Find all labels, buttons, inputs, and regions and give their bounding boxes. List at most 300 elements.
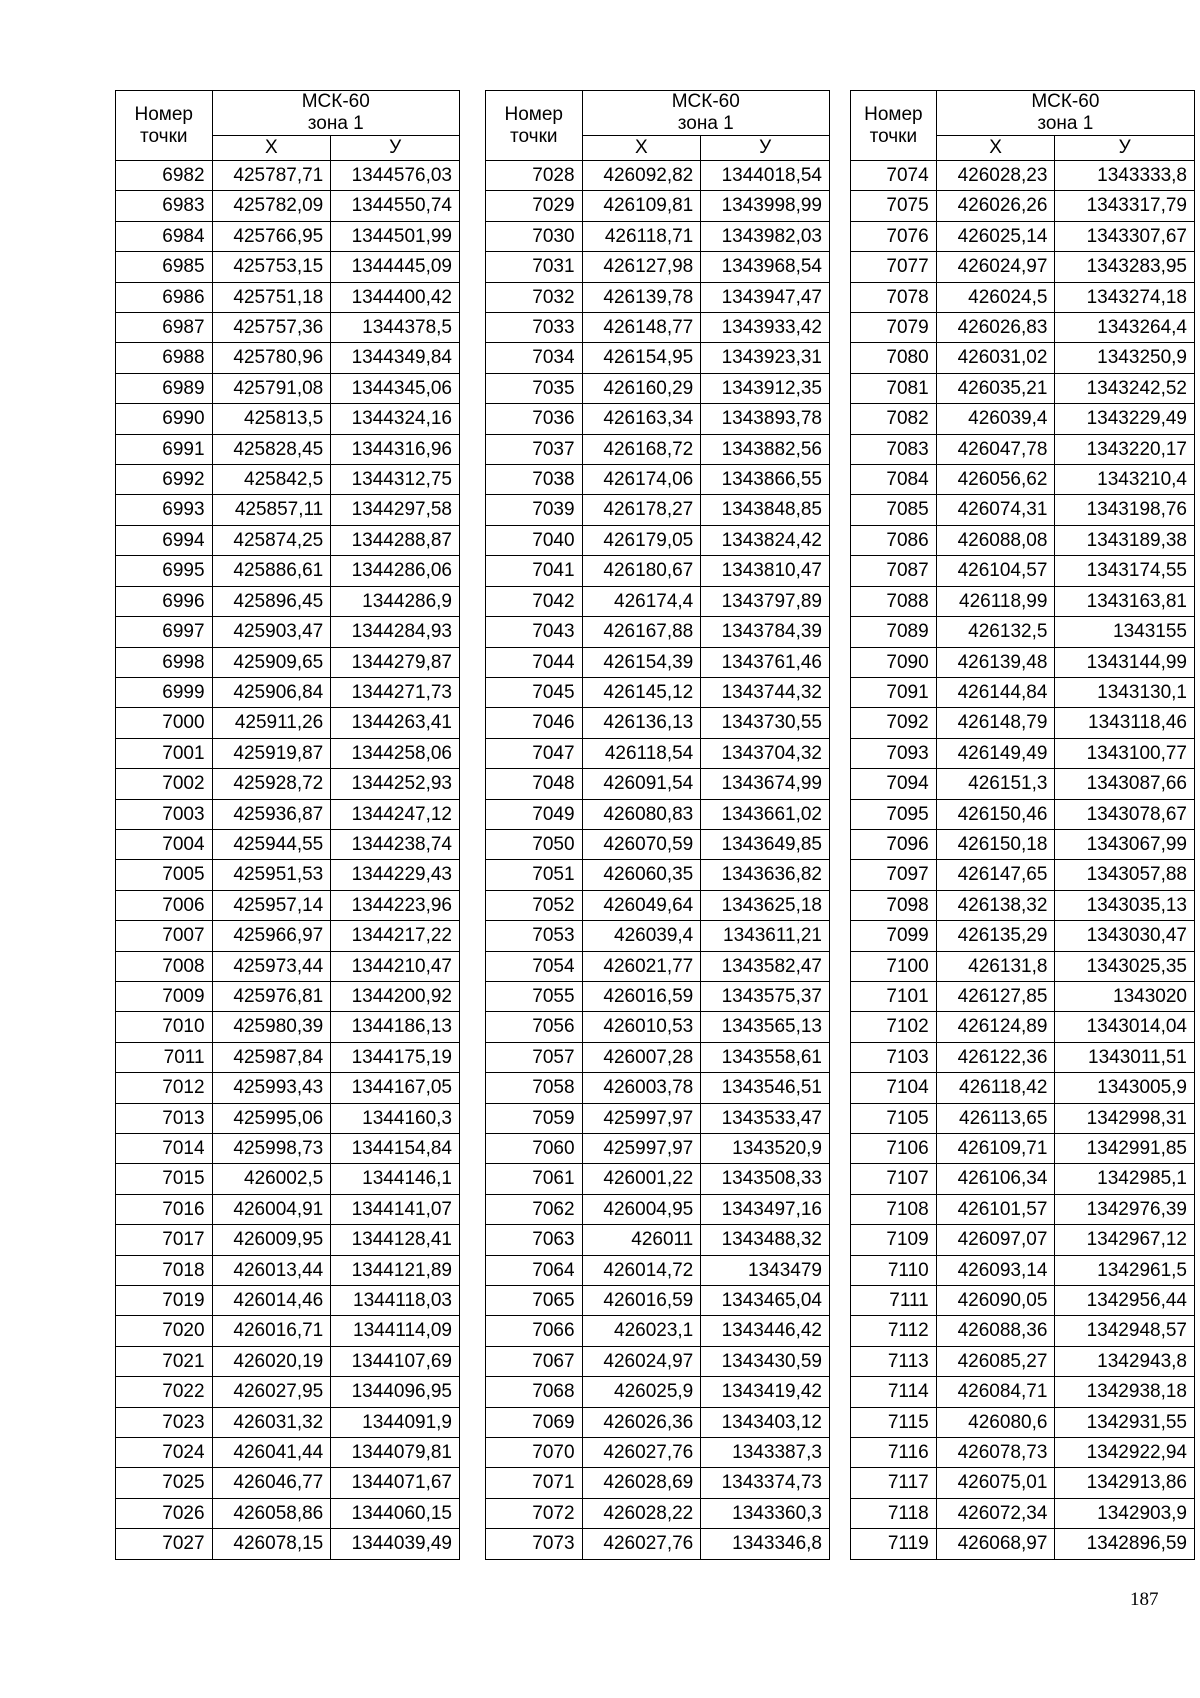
x-cell: 426046,77 xyxy=(212,1468,331,1498)
point-number-cell: 6989 xyxy=(116,373,213,403)
table-row xyxy=(851,1438,1195,1468)
x-cell: 426070,59 xyxy=(582,829,701,859)
x-cell: 426113,65 xyxy=(936,1103,1055,1133)
y-cell: 1344160,3 xyxy=(331,1103,460,1133)
point-number-cell: 7027 xyxy=(116,1529,213,1559)
x-cell: 426007,28 xyxy=(582,1042,701,1072)
table-row xyxy=(116,981,460,1011)
y-cell: 1343636,82 xyxy=(701,860,830,890)
y-cell: 1344576,03 xyxy=(331,161,460,191)
x-cell: 426025,9 xyxy=(582,1377,701,1407)
point-number-cell: 7019 xyxy=(116,1286,213,1316)
table-row xyxy=(851,1103,1195,1133)
table-row xyxy=(116,1194,460,1224)
table-row xyxy=(486,1316,830,1346)
point-number-cell: 7042 xyxy=(486,586,583,616)
table-row xyxy=(486,1407,830,1437)
table-row xyxy=(851,677,1195,707)
x-cell: 426068,97 xyxy=(936,1529,1055,1559)
point-number-cell: 7112 xyxy=(851,1316,937,1346)
point-number-cell: 7117 xyxy=(851,1468,937,1498)
y-cell: 1344217,22 xyxy=(331,921,460,951)
x-cell: 425909,65 xyxy=(212,647,331,677)
y-cell: 1343546,51 xyxy=(701,1073,830,1103)
x-cell: 426009,95 xyxy=(212,1225,331,1255)
table-row xyxy=(116,677,460,707)
table-row xyxy=(116,495,460,525)
y-cell: 1343824,42 xyxy=(701,525,830,555)
y-cell: 1344445,09 xyxy=(331,252,460,282)
table-row xyxy=(486,1498,830,1528)
y-cell: 1343947,47 xyxy=(701,282,830,312)
x-cell: 426150,18 xyxy=(936,829,1055,859)
table-row xyxy=(486,282,830,312)
table-row xyxy=(116,1468,460,1498)
y-cell: 1342961,5 xyxy=(1055,1255,1195,1285)
y-cell: 1343360,3 xyxy=(701,1498,830,1528)
point-number-cell: 7085 xyxy=(851,495,937,525)
y-cell: 1343317,79 xyxy=(1055,191,1195,221)
table-row xyxy=(486,1042,830,1072)
point-number-cell: 7050 xyxy=(486,829,583,859)
x-cell: 426026,26 xyxy=(936,191,1055,221)
point-number-cell: 7104 xyxy=(851,1073,937,1103)
point-number-cell: 7057 xyxy=(486,1042,583,1072)
table-row xyxy=(116,1529,460,1559)
point-number-cell: 7081 xyxy=(851,373,937,403)
point-number-cell: 7076 xyxy=(851,221,937,251)
x-cell: 425928,72 xyxy=(212,769,331,799)
y-cell: 1343174,55 xyxy=(1055,556,1195,586)
x-cell: 426020,19 xyxy=(212,1346,331,1376)
x-cell: 426167,88 xyxy=(582,617,701,647)
table-row xyxy=(851,829,1195,859)
table-row xyxy=(851,1316,1195,1346)
point-number-cell: 7083 xyxy=(851,434,937,464)
point-number-header: Номер точки xyxy=(486,91,583,161)
x-cell: 425842,5 xyxy=(212,465,331,495)
x-cell: 425995,06 xyxy=(212,1103,331,1133)
point-number-cell: 7031 xyxy=(486,252,583,282)
x-cell: 426127,98 xyxy=(582,252,701,282)
x-cell: 426093,14 xyxy=(936,1255,1055,1285)
table-row xyxy=(116,404,460,434)
point-number-cell: 6986 xyxy=(116,282,213,312)
point-number-cell: 7018 xyxy=(116,1255,213,1285)
x-cell: 426136,13 xyxy=(582,708,701,738)
x-cell: 425919,87 xyxy=(212,738,331,768)
point-number-cell: 6995 xyxy=(116,556,213,586)
table-row xyxy=(486,1164,830,1194)
y-cell: 1343229,49 xyxy=(1055,404,1195,434)
y-cell: 1344096,95 xyxy=(331,1377,460,1407)
table-row xyxy=(486,1377,830,1407)
x-cell: 426124,89 xyxy=(936,1012,1055,1042)
y-cell: 1344167,05 xyxy=(331,1073,460,1103)
x-cell: 426118,71 xyxy=(582,221,701,251)
x-cell: 425857,11 xyxy=(212,495,331,525)
table-row xyxy=(851,465,1195,495)
table-row xyxy=(486,921,830,951)
table-row xyxy=(851,1407,1195,1437)
x-cell: 426010,53 xyxy=(582,1012,701,1042)
point-number-cell: 7092 xyxy=(851,708,937,738)
table-row xyxy=(486,313,830,343)
table-row xyxy=(486,708,830,738)
y-cell: 1343558,61 xyxy=(701,1042,830,1072)
table-row xyxy=(851,161,1195,191)
point-number-cell: 7028 xyxy=(486,161,583,191)
table-row xyxy=(851,890,1195,920)
y-cell: 1343933,42 xyxy=(701,313,830,343)
x-cell: 426035,21 xyxy=(936,373,1055,403)
table-row xyxy=(116,282,460,312)
point-number-cell: 7037 xyxy=(486,434,583,464)
table-row xyxy=(851,495,1195,525)
x-cell: 425780,96 xyxy=(212,343,331,373)
point-number-cell: 7003 xyxy=(116,799,213,829)
y-cell: 1343520,9 xyxy=(701,1134,830,1164)
table-row xyxy=(851,799,1195,829)
x-cell: 426014,72 xyxy=(582,1255,701,1285)
x-header: Х xyxy=(936,136,1055,161)
y-cell: 1344114,09 xyxy=(331,1316,460,1346)
x-cell: 426031,02 xyxy=(936,343,1055,373)
y-cell: 1344286,9 xyxy=(331,586,460,616)
x-cell: 426001,22 xyxy=(582,1164,701,1194)
table-row xyxy=(486,951,830,981)
y-cell: 1344297,58 xyxy=(331,495,460,525)
point-number-cell: 7077 xyxy=(851,252,937,282)
table-row xyxy=(486,1286,830,1316)
y-cell: 1343387,3 xyxy=(701,1438,830,1468)
x-cell: 426118,99 xyxy=(936,586,1055,616)
table-row xyxy=(486,647,830,677)
point-number-cell: 6985 xyxy=(116,252,213,282)
point-number-cell: 7053 xyxy=(486,921,583,951)
system-header: МСК-60 зона 1 xyxy=(582,91,829,136)
x-cell: 426148,77 xyxy=(582,313,701,343)
y-cell: 1344271,73 xyxy=(331,677,460,707)
point-number-cell: 7017 xyxy=(116,1225,213,1255)
table-row xyxy=(116,1225,460,1255)
x-cell: 426013,44 xyxy=(212,1255,331,1285)
x-cell: 425951,53 xyxy=(212,860,331,890)
x-cell: 426088,08 xyxy=(936,525,1055,555)
point-number-cell: 7038 xyxy=(486,465,583,495)
y-cell: 1343508,33 xyxy=(701,1164,830,1194)
x-cell: 426144,84 xyxy=(936,677,1055,707)
point-number-cell: 7020 xyxy=(116,1316,213,1346)
table-row xyxy=(851,343,1195,373)
point-number-cell: 7108 xyxy=(851,1194,937,1224)
y-cell: 1343020 xyxy=(1055,981,1195,1011)
table-row xyxy=(486,525,830,555)
x-cell: 426180,67 xyxy=(582,556,701,586)
point-number-cell: 7047 xyxy=(486,738,583,768)
y-cell: 1342985,1 xyxy=(1055,1164,1195,1194)
coord-table-2 xyxy=(485,90,830,1560)
y-cell: 1343479 xyxy=(701,1255,830,1285)
point-number-cell: 7025 xyxy=(116,1468,213,1498)
y-cell: 1344175,19 xyxy=(331,1042,460,1072)
point-number-cell: 7016 xyxy=(116,1194,213,1224)
point-number-cell: 6982 xyxy=(116,161,213,191)
point-number-cell: 7058 xyxy=(486,1073,583,1103)
x-cell: 425906,84 xyxy=(212,677,331,707)
x-cell: 426058,86 xyxy=(212,1498,331,1528)
point-number-cell: 7015 xyxy=(116,1164,213,1194)
y-cell: 1343704,32 xyxy=(701,738,830,768)
x-cell: 426080,6 xyxy=(936,1407,1055,1437)
y-cell: 1343912,35 xyxy=(701,373,830,403)
y-cell: 1343011,51 xyxy=(1055,1042,1195,1072)
y-cell: 1344107,69 xyxy=(331,1346,460,1376)
x-cell: 426027,95 xyxy=(212,1377,331,1407)
y-cell: 1344501,99 xyxy=(331,221,460,251)
x-cell: 425766,95 xyxy=(212,221,331,251)
y-cell: 1342976,39 xyxy=(1055,1194,1195,1224)
point-number-cell: 7041 xyxy=(486,556,583,586)
x-cell: 426168,72 xyxy=(582,434,701,464)
y-cell: 1343210,4 xyxy=(1055,465,1195,495)
x-cell: 426014,46 xyxy=(212,1286,331,1316)
point-number-cell: 7033 xyxy=(486,313,583,343)
x-cell: 426023,1 xyxy=(582,1316,701,1346)
y-cell: 1343497,16 xyxy=(701,1194,830,1224)
x-cell: 425757,36 xyxy=(212,313,331,343)
table-row xyxy=(486,860,830,890)
point-number-cell: 7078 xyxy=(851,282,937,312)
y-cell: 1343030,47 xyxy=(1055,921,1195,951)
y-cell: 1343730,55 xyxy=(701,708,830,738)
y-header: У xyxy=(331,136,460,161)
y-cell: 1344279,87 xyxy=(331,647,460,677)
point-number-cell: 7109 xyxy=(851,1225,937,1255)
y-cell: 1343582,47 xyxy=(701,951,830,981)
point-number-cell: 7048 xyxy=(486,769,583,799)
x-cell: 426097,07 xyxy=(936,1225,1055,1255)
x-cell: 425813,5 xyxy=(212,404,331,434)
table-row xyxy=(116,586,460,616)
table-row xyxy=(486,1529,830,1559)
point-number-cell: 7079 xyxy=(851,313,937,343)
table-row xyxy=(116,1286,460,1316)
x-cell: 425973,44 xyxy=(212,951,331,981)
x-cell: 425957,14 xyxy=(212,890,331,920)
point-number-cell: 6983 xyxy=(116,191,213,221)
x-cell: 426118,42 xyxy=(936,1073,1055,1103)
table-row xyxy=(851,556,1195,586)
x-cell: 426154,39 xyxy=(582,647,701,677)
y-cell: 1344238,74 xyxy=(331,829,460,859)
x-cell: 426003,78 xyxy=(582,1073,701,1103)
table-row xyxy=(851,1255,1195,1285)
table-row xyxy=(486,161,830,191)
table-row xyxy=(116,860,460,890)
point-number-cell: 7069 xyxy=(486,1407,583,1437)
y-cell: 1344252,93 xyxy=(331,769,460,799)
table-row xyxy=(486,1103,830,1133)
table-row xyxy=(116,738,460,768)
table-row xyxy=(116,1316,460,1346)
table-row xyxy=(486,738,830,768)
point-number-cell: 7073 xyxy=(486,1529,583,1559)
point-number-cell: 7111 xyxy=(851,1286,937,1316)
point-number-header: Номер точки xyxy=(116,91,213,161)
x-cell: 426147,65 xyxy=(936,860,1055,890)
point-number-cell: 7014 xyxy=(116,1134,213,1164)
table-row xyxy=(851,1164,1195,1194)
point-number-cell: 7107 xyxy=(851,1164,937,1194)
x-cell: 426021,77 xyxy=(582,951,701,981)
x-cell: 426106,34 xyxy=(936,1164,1055,1194)
y-cell: 1343403,12 xyxy=(701,1407,830,1437)
y-cell: 1342998,31 xyxy=(1055,1103,1195,1133)
table-row xyxy=(116,1498,460,1528)
x-cell: 426028,22 xyxy=(582,1498,701,1528)
table-row xyxy=(116,799,460,829)
x-cell: 426016,71 xyxy=(212,1316,331,1346)
x-cell: 426139,48 xyxy=(936,647,1055,677)
x-cell: 425886,61 xyxy=(212,556,331,586)
table-row xyxy=(116,313,460,343)
y-cell: 1344210,47 xyxy=(331,951,460,981)
y-cell: 1344312,75 xyxy=(331,465,460,495)
x-cell: 425828,45 xyxy=(212,434,331,464)
point-number-cell: 7043 xyxy=(486,617,583,647)
point-number-cell: 7106 xyxy=(851,1134,937,1164)
x-cell: 426127,85 xyxy=(936,981,1055,1011)
point-number-cell: 7115 xyxy=(851,1407,937,1437)
x-cell: 425944,55 xyxy=(212,829,331,859)
y-cell: 1344091,9 xyxy=(331,1407,460,1437)
y-cell: 1343744,32 xyxy=(701,677,830,707)
table-row xyxy=(116,1012,460,1042)
point-number-cell: 7023 xyxy=(116,1407,213,1437)
y-cell: 1342913,86 xyxy=(1055,1468,1195,1498)
x-cell: 426131,8 xyxy=(936,951,1055,981)
x-header: Х xyxy=(582,136,701,161)
y-cell: 1343533,47 xyxy=(701,1103,830,1133)
point-number-cell: 7097 xyxy=(851,860,937,890)
point-number-cell: 7044 xyxy=(486,647,583,677)
table-row xyxy=(116,343,460,373)
x-cell: 426132,5 xyxy=(936,617,1055,647)
y-cell: 1344263,41 xyxy=(331,708,460,738)
point-number-cell: 7035 xyxy=(486,373,583,403)
y-cell: 1343198,76 xyxy=(1055,495,1195,525)
table-row xyxy=(851,981,1195,1011)
table-row xyxy=(851,313,1195,343)
point-number-cell: 7005 xyxy=(116,860,213,890)
table-row xyxy=(851,1073,1195,1103)
table-row xyxy=(116,1438,460,1468)
y-cell: 1343488,32 xyxy=(701,1225,830,1255)
y-cell: 1343848,85 xyxy=(701,495,830,525)
x-cell: 426092,82 xyxy=(582,161,701,191)
table-row xyxy=(486,799,830,829)
y-cell: 1343014,04 xyxy=(1055,1012,1195,1042)
y-cell: 1344288,87 xyxy=(331,525,460,555)
x-cell: 425997,97 xyxy=(582,1134,701,1164)
x-cell: 426109,81 xyxy=(582,191,701,221)
y-cell: 1343283,95 xyxy=(1055,252,1195,282)
y-cell: 1343649,85 xyxy=(701,829,830,859)
point-number-cell: 7039 xyxy=(486,495,583,525)
x-cell: 425987,84 xyxy=(212,1042,331,1072)
y-cell: 1344071,67 xyxy=(331,1468,460,1498)
table-row xyxy=(116,1407,460,1437)
x-cell: 425751,18 xyxy=(212,282,331,312)
table-row xyxy=(851,221,1195,251)
point-number-cell: 7065 xyxy=(486,1286,583,1316)
y-cell: 1343611,21 xyxy=(701,921,830,951)
x-cell: 426090,05 xyxy=(936,1286,1055,1316)
point-number-cell: 7000 xyxy=(116,708,213,738)
x-cell: 426004,95 xyxy=(582,1194,701,1224)
point-number-cell: 7036 xyxy=(486,404,583,434)
point-number-cell: 7068 xyxy=(486,1377,583,1407)
x-cell: 426024,5 xyxy=(936,282,1055,312)
point-number-cell: 7006 xyxy=(116,890,213,920)
y-cell: 1344121,89 xyxy=(331,1255,460,1285)
table-row xyxy=(486,617,830,647)
table-row xyxy=(851,1225,1195,1255)
x-cell: 426135,29 xyxy=(936,921,1055,951)
point-number-cell: 7032 xyxy=(486,282,583,312)
y-cell: 1343575,37 xyxy=(701,981,830,1011)
point-number-cell: 7072 xyxy=(486,1498,583,1528)
y-cell: 1344154,84 xyxy=(331,1134,460,1164)
x-cell: 426078,15 xyxy=(212,1529,331,1559)
point-number-cell: 7010 xyxy=(116,1012,213,1042)
y-cell: 1342967,12 xyxy=(1055,1225,1195,1255)
y-cell: 1343144,99 xyxy=(1055,647,1195,677)
y-cell: 1343968,54 xyxy=(701,252,830,282)
x-cell: 425993,43 xyxy=(212,1073,331,1103)
table-row xyxy=(851,586,1195,616)
table-row xyxy=(851,282,1195,312)
point-number-cell: 7102 xyxy=(851,1012,937,1042)
coord-table-1 xyxy=(115,90,460,1560)
table-row xyxy=(851,373,1195,403)
y-cell: 1343189,38 xyxy=(1055,525,1195,555)
x-cell: 426085,27 xyxy=(936,1346,1055,1376)
table-row xyxy=(116,1073,460,1103)
x-cell: 425980,39 xyxy=(212,1012,331,1042)
y-cell: 1343419,42 xyxy=(701,1377,830,1407)
x-cell: 426024,97 xyxy=(936,252,1055,282)
x-cell: 425976,81 xyxy=(212,981,331,1011)
x-cell: 426078,73 xyxy=(936,1438,1055,1468)
x-cell: 426028,23 xyxy=(936,161,1055,191)
x-cell: 425874,25 xyxy=(212,525,331,555)
point-number-cell: 7029 xyxy=(486,191,583,221)
table-row xyxy=(851,860,1195,890)
x-cell: 426118,54 xyxy=(582,738,701,768)
point-number-cell: 7067 xyxy=(486,1346,583,1376)
y-cell: 1343893,78 xyxy=(701,404,830,434)
point-number-cell: 6997 xyxy=(116,617,213,647)
table-row xyxy=(851,617,1195,647)
point-number-cell: 7096 xyxy=(851,829,937,859)
y-cell: 1343982,03 xyxy=(701,221,830,251)
y-cell: 1343163,81 xyxy=(1055,586,1195,616)
x-cell: 425753,15 xyxy=(212,252,331,282)
table-row xyxy=(486,1255,830,1285)
y-cell: 1342903,9 xyxy=(1055,1498,1195,1528)
